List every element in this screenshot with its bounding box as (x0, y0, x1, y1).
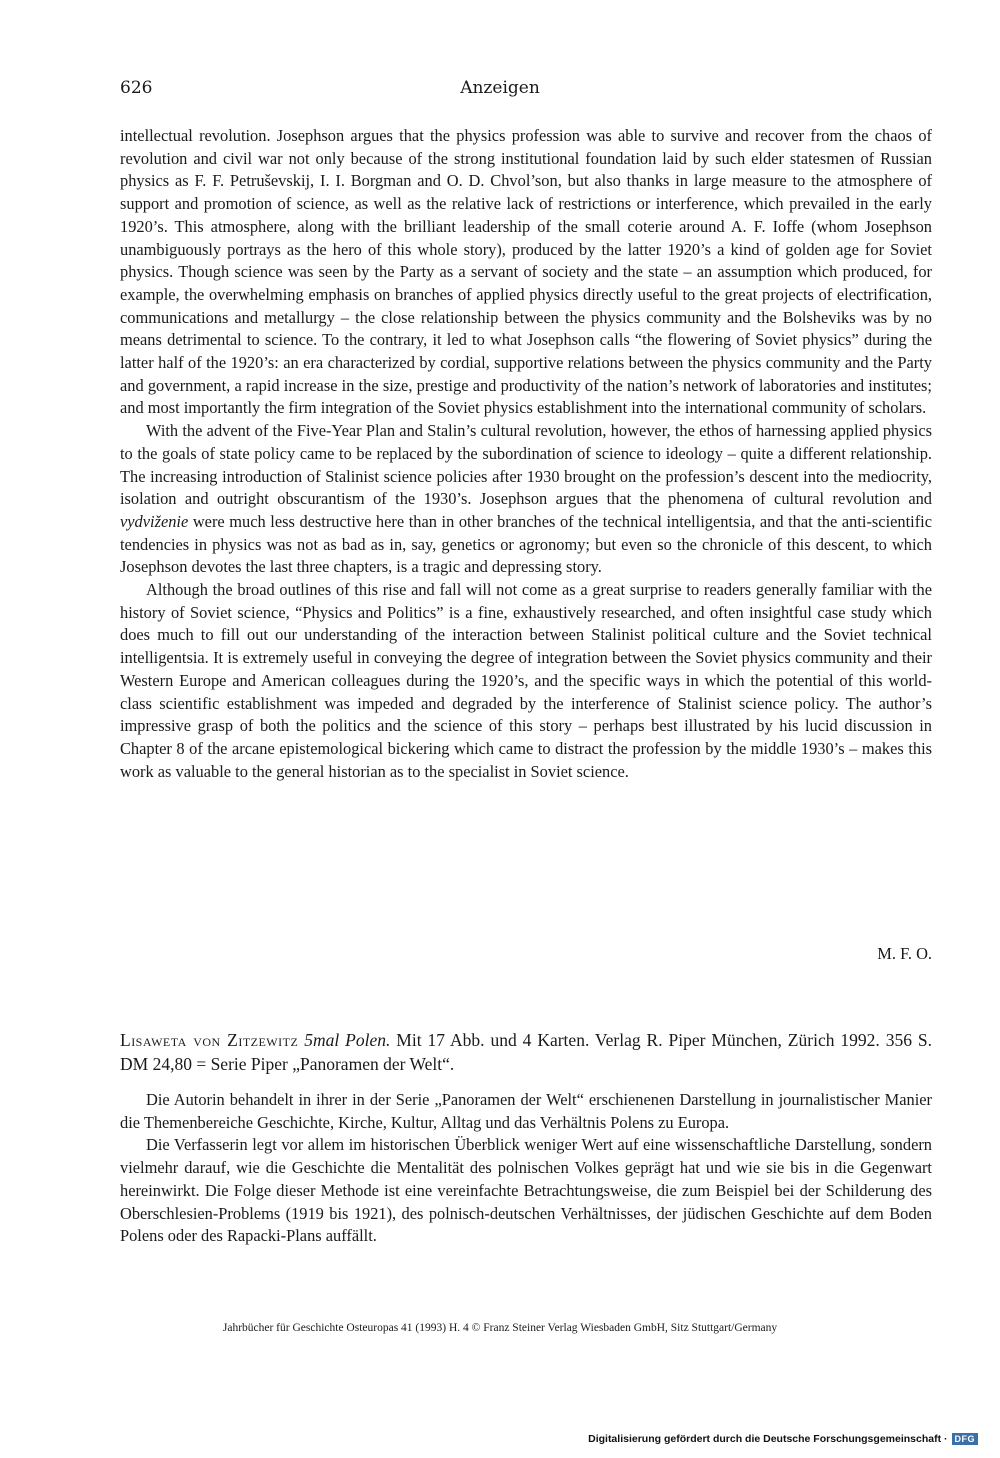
review-heading (120, 1028, 932, 1076)
paragraph-text: were much less destructive here than in other branches of the technical intelligentsia, and that the anti-scientific tendencies in physics was not as bad as in, say, genetics or agronomy; but even so the chronicle of this descent, to which Josephson devotes the last three chapters, is a tragic and depressing story. (120, 511, 932, 577)
review-5mal-polen (120, 1089, 932, 1248)
digitization-text: Digitalisierung gefördert durch die Deutsche Forschungsgemeinschaft · (588, 1433, 948, 1445)
paragraph: Although the broad outlines of this rise and fall will not come as a great surprise to readers generally familiar with the history of Soviet science, “Physics and Politics” is a fine, exhaustively researched, and often insightful case study which does much to fill out our understanding of the interaction between Stalinist political culture and the Soviet technical intelligentsia. It is extremely useful in conveying the degree of integration between the Soviet physics community and their Western Europe and American colleagues during the 1920’s, and the specific ways in which the potential of this world-class scientific establishment was impeded and degraded by the interference of Stalinist science policy. The author’s impressive grasp of both the politics and the science of this story – perhaps best illustrated by his lucid discussion in Chapter 8 of the arcane epistemological bickering which came to distract the profession by the middle 1930’s – makes this work as valuable to the general historian as to the specialist in Soviet science. (120, 580, 932, 781)
paragraph: intellectual revolution. Josephson argues that the physics profession was able to survive and recover from the chaos of revolution and civil war not only because of the strong institutional foundation laid by such elder statesmen of Russian physics as F. F. Petruševskij, I. I. Borgman and O. D. Chvol’son, but also thanks in large measure to the atmosphere of support and promotion of science, as well as the relative lack of restrictions or interference, which prevailed in the early 1920’s. This atmosphere, along with the brilliant leadership of the small coterie around A. F. Ioffe (whom Josephson unambiguously portrays as the hero of this whole story), produced by the latter 1920’s a kind of golden age for Soviet physics. Though science was seen by the Party as a servant of society and the state – an assumption which produced, for example, the overwhelming emphasis on branches of applied physics directly useful to the great projects of electrification, communications and metallurgy – the close relationship between the physics community and the Bolsheviks was by no means detrimental to science. To the contrary, it led to what Josephson calls “the flowering of Soviet physics” during the latter half of the 1920’s: an era characterized by cordial, supportive relations between the physics community and the Party and government, a rapid increase in the size, prestige and productivity of the nation’s network of laboratories and institutes; and most importantly the firm integration of the Soviet physics establishment into the international community of scholars. (120, 126, 932, 418)
paragraph (120, 420, 932, 579)
journal-citation: Jahrbücher für Geschichte Osteuropas 41 (1993) H. 4 © Franz Steiner Verlag Wiesbaden GmbH, Sitz Stuttgart/Germany (222, 1322, 778, 1334)
book-bibliography: Mit 17 Abb. und 4 Karten. Verlag R. Piper München, Zürich 1992. 356 S. DM 24,80 = Serie Piper „Panoramen der Welt“. (120, 1030, 932, 1074)
book-author: Lisaweta von Zitzewitz (120, 1030, 299, 1050)
book-title: 5mal Polen. (304, 1030, 391, 1050)
italic-term: vydviženie (120, 511, 189, 531)
paragraph: Die Autorin behandelt in ihrer in der Serie „Panoramen der Welt“ erschienenen Darstellung in journalistischer Manier die Themenbereiche Geschichte, Kirche, Kultur, Alltag und das Verhältnis Polens zu Europa. (120, 1090, 932, 1132)
page-number: 626 (120, 78, 153, 98)
digitization-notice (588, 1433, 978, 1445)
reviewer-initials: M. F. O. (877, 944, 932, 963)
dfg-logo: DFG (952, 1433, 979, 1445)
paragraph: Die Verfasserin legt vor allem im historischen Überblick weniger Wert auf eine wissenschaftliche Darstellung, sondern vielmehr darauf, wie die Geschichte die Mentalität des polnischen Volkes geprägt hat und wie sie bis in die Gegenwart hereinwirkt. Die Folge dieser Methode ist eine vereinfachte Betrachtungsweise, die zum Beispiel bei der Schilderung des Oberschlesien-Problems (1919 bis 1921), des polnisch-deutschen Verhältnisses, der jüdischen Geschichte auf dem Boden Polens oder des Rapacki-Plans auffällt. (120, 1135, 932, 1246)
review-physics-politics (120, 125, 932, 783)
running-head: Anzeigen (460, 78, 540, 98)
paragraph-text: With the advent of the Five-Year Plan and Stalin’s cultural revolution, however, the ethos of harnessing applied physics to the goals of state policy came to be replaced by the subordination of science to ideology – quite a different relationship. The increasing introduction of Stalinist science policies after 1930 brought on the profession’s descent into the mediocrity, isolation and outright obscurantism of the 1930’s. Josephson argues that the phenomena of cultural revolution and (120, 421, 932, 509)
